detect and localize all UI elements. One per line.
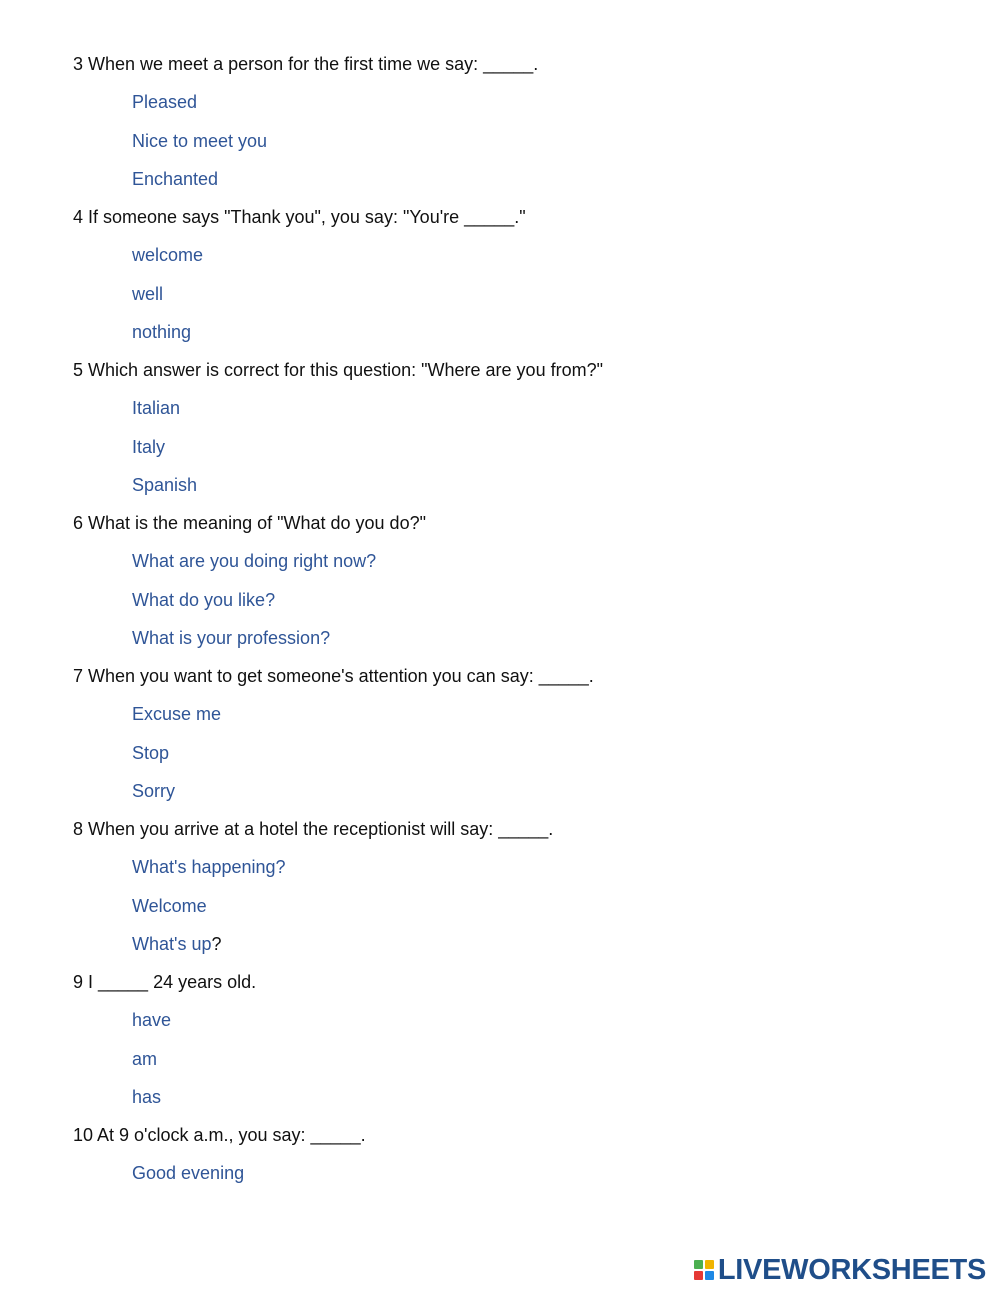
- answer-option-label: well: [132, 283, 164, 304]
- question-text: 7 When you want to get someone's attention you can say: _____.: [73, 666, 594, 686]
- answer-option-label: What do you like?: [132, 589, 276, 610]
- answer-option[interactable]: [73, 702, 953, 740]
- answer-option-label: What are you doing right now?: [132, 551, 377, 572]
- answer-option[interactable]: [73, 129, 953, 167]
- question-text: 4 If someone says "Thank you", you say: "You're _____.": [73, 207, 526, 227]
- liveworksheets-logo: [694, 1256, 986, 1284]
- answer-option[interactable]: [73, 243, 953, 281]
- question-text: 6 What is the meaning of "What do you do?": [73, 513, 426, 533]
- answer-option-label: have: [132, 1010, 172, 1031]
- answer-option-label: Stop: [132, 742, 170, 763]
- answer-option[interactable]: [73, 396, 953, 434]
- logo-tile: [705, 1260, 714, 1269]
- logo-tile: [694, 1271, 703, 1280]
- question-text: 8 When you arrive at a hotel the receptionist will say: _____.: [73, 819, 554, 839]
- answer-option-label: Italian: [132, 398, 181, 419]
- logo-text: LIVEWORKSHEETS: [717, 1254, 986, 1286]
- question-text: 3 When we meet a person for the first time we say: _____.: [73, 54, 539, 74]
- logo-tile: [694, 1260, 703, 1269]
- answer-option[interactable]: [73, 282, 953, 320]
- answer-option[interactable]: [73, 320, 953, 358]
- answer-option[interactable]: [73, 1085, 953, 1123]
- answer-option-label: am: [132, 1048, 158, 1069]
- question-list: [73, 52, 953, 1200]
- answer-option-label: Pleased: [132, 92, 198, 113]
- answer-option[interactable]: [73, 588, 953, 626]
- answer-option[interactable]: [73, 1161, 953, 1199]
- answer-option[interactable]: [73, 1047, 953, 1085]
- answer-option[interactable]: [73, 549, 953, 587]
- answer-option[interactable]: [73, 741, 953, 779]
- answer-option[interactable]: [73, 435, 953, 473]
- answer-option[interactable]: [73, 1008, 953, 1046]
- answer-option-label: What's happening?: [132, 857, 286, 878]
- answer-option-suffix: ?: [211, 933, 222, 954]
- answer-option-label: has: [132, 1086, 162, 1107]
- answer-option[interactable]: [73, 894, 953, 932]
- answer-option-label: Sorry: [132, 780, 176, 801]
- answer-option[interactable]: [73, 626, 953, 664]
- answer-option-label: Good evening: [132, 1163, 245, 1184]
- answer-option-label: Italy: [132, 436, 166, 457]
- question-text: 10 At 9 o'clock a.m., you say: _____.: [73, 1125, 366, 1145]
- question-text: 5 Which answer is correct for this question: "Where are you from?": [73, 360, 603, 380]
- answer-option[interactable]: [73, 473, 953, 511]
- answer-option[interactable]: [73, 779, 953, 817]
- answer-option[interactable]: [73, 90, 953, 128]
- answer-option-label: What is your profession?: [132, 627, 331, 648]
- answer-option-label: Nice to meet you: [132, 130, 268, 151]
- answer-option[interactable]: [73, 932, 953, 970]
- answer-option-label: nothing: [132, 321, 192, 342]
- answer-option-label: Welcome: [132, 895, 207, 916]
- answer-option[interactable]: [73, 167, 953, 205]
- logo-tile: [705, 1271, 714, 1280]
- question-text: 9 I _____ 24 years old.: [73, 972, 257, 992]
- liveworksheets-logo-icon: [694, 1260, 714, 1280]
- answer-option-label: What's up: [132, 933, 212, 954]
- answer-option-label: Spanish: [132, 474, 198, 495]
- answer-option-label: Enchanted: [132, 168, 219, 189]
- answer-option[interactable]: [73, 855, 953, 893]
- answer-option-label: Excuse me: [132, 704, 222, 725]
- answer-option-label: welcome: [132, 245, 204, 266]
